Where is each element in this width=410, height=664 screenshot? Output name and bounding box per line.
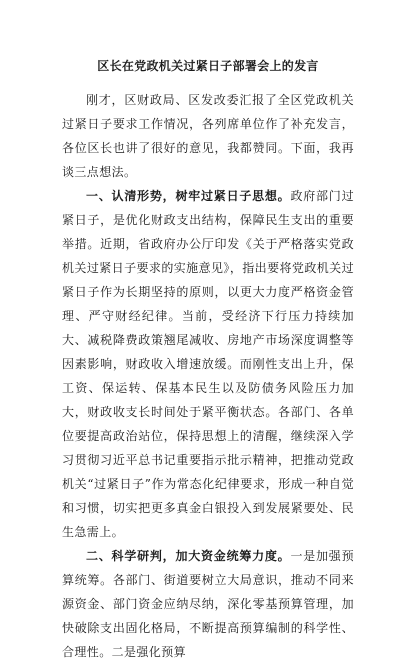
section-one-heading: 一、认清形势，树牢过紧日子思想。 xyxy=(86,189,291,203)
section-two-paragraph xyxy=(62,544,354,664)
section-one-text: 政府部门过紧日子，是优化财政支出结构，保障民生支出的重要举措。近期，省政府办公厅印发《关于严格落实党政机关过紧日子要求的实施意见》，指出要将党政机关过紧日子作为长期坚持的原则，以更大力度严格资金管理、严守财经纪律。当前，受经济下行压力持续加大、减税降费政策翘尾减收、房地产市场深度调整等因素影响，财政收入增速放缓。而刚性支出上升，保工资、保运转、保基本民生以及防债务风险压力加大，财政收支长时间处于紧平衡状态。各部门、各单位要提高政治站位，保持思想上的清醒，继续深入学习贯彻习近平总书记重要指示批示精神，把推动党政机关“过紧日子”作为常态化纪律要求，形成一种自觉和习惯，切实把更多真金白银投入到发展紧要处、民生急需上。 xyxy=(62,189,354,539)
section-two-text: 一是加强预算统筹。各部门、街道要树立大局意识，推动不同来源资金、部门资金应纳尽纳，深化零基预算管理，加快破除支出固化格局，不断提高预算编制的科学性、合理性。二是强化预算 xyxy=(62,549,354,659)
document-page xyxy=(62,58,354,664)
document-title: 区长在党政机关过紧日子部署会上的发言 xyxy=(97,59,319,73)
section-one-paragraph xyxy=(62,184,354,544)
section-two-heading: 二、科学研判，加大资金统筹力度。 xyxy=(86,549,291,563)
intro-paragraph xyxy=(62,88,354,184)
paragraph-text: 刚才，区财政局、区发改委汇报了全区党政机关过紧日子要求工作情况，各列席单位作了补充发言，各位区长也讲了很好的意见，我都赞同。下面，我再谈三点想法。 xyxy=(62,93,354,179)
